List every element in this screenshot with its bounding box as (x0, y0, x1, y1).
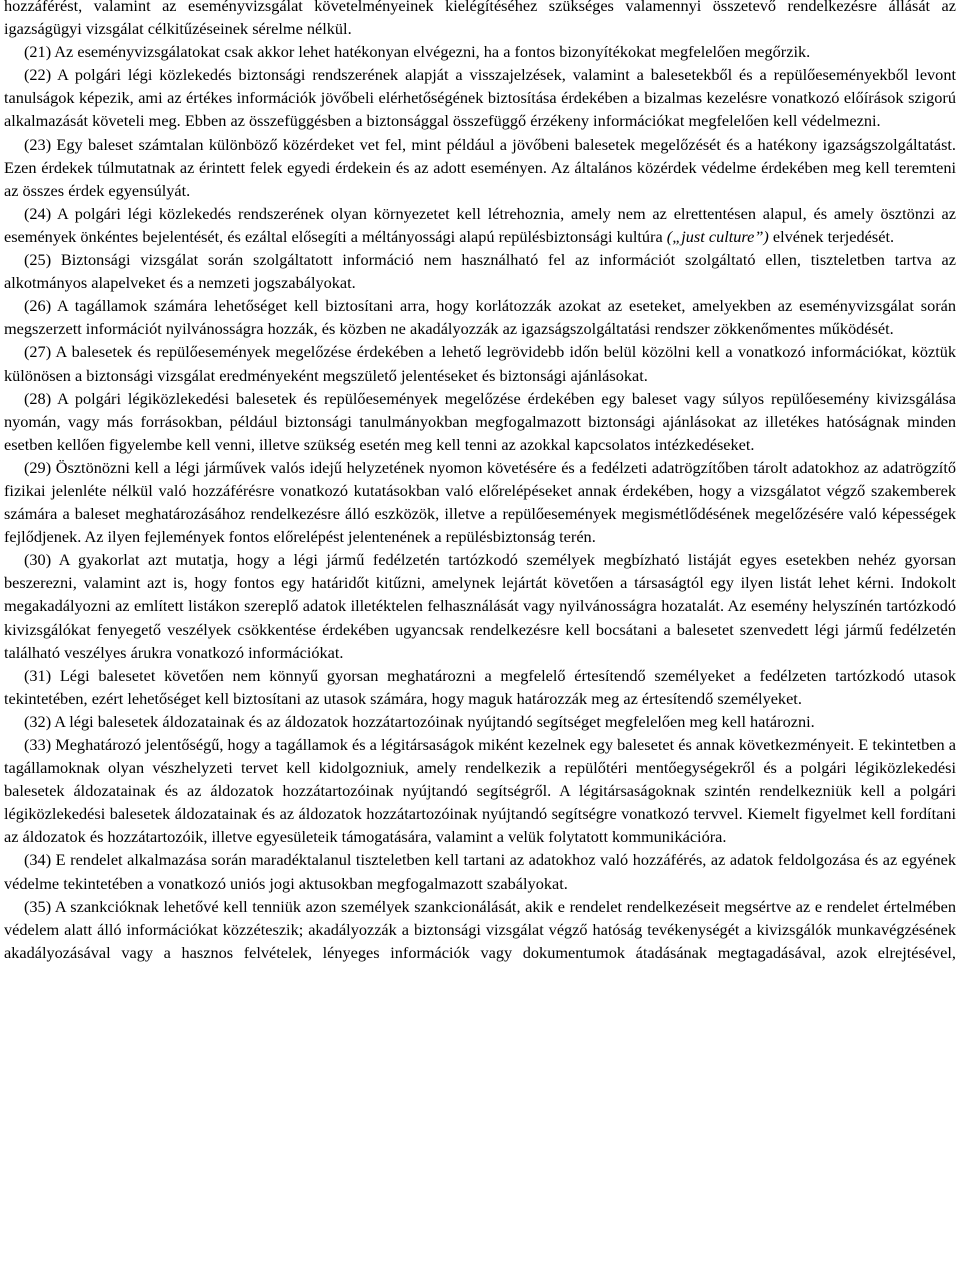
continued-paragraph: hozzáférést, valamint az eseményvizsgálat követelményeinek kielégítéséhez szükséges valamennyi összetevő rendelkezésre állását az igazságügyi vizsgálat célkitűzéseinek sérelme nélkül. (4, 0, 956, 39)
paragraph-25: (25) Biztonsági vizsgálat során szolgáltatott információ nem használható fel az információt szolgáltató ellen, tiszteletben tartva az alkotmányos alapelveket és a nemzeti jogszabályokat. (4, 250, 956, 293)
paragraph-24 (4, 202, 956, 248)
paragraph-21: (21) Az eseményvizsgálatokat csak akkor lehet hatékonyan elvégezni, ha a fontos bizonyítékokat megfelelően megőrzik. (24, 42, 811, 62)
paragraph-24-text-after: elvének terjedését. (768, 226, 895, 246)
paragraph-24-italic: („just culture”) (666, 226, 769, 246)
paragraph-31: (31) Légi balesetet követően nem könnyű gyorsan meghatározni a megfelelő értesítendő személyeket a fedélzeten tartózkodó utasok tekintetében, ezért lehetőséget kell biztosítani az utasok számára, hogy maguk határozzák meg az értesítendő személyeket. (4, 665, 956, 708)
paragraph-27: (27) A balesetek és repülőesemények megelőzése érdekében a lehető legrövidebb időn belül közölni kell a vonatkozó információkat, köztük különösen a biztonsági vizsgálat eredményeként megszülető jelentéseket és biztonsági ajánlásokat. (4, 342, 956, 385)
paragraph-24-text-before: (24) A polgári légi közlekedés rendszerének olyan környezetet kell létrehoznia, amely nem az elrettentésen alapul, és amely ösztönzi az események önkéntes bejelentését, és ezáltal elősegíti a méltányossági alapú repülésbiztonsági kultúra (4, 203, 956, 246)
paragraph-22: (22) A polgári légi közlekedés biztonsági rendszerének alapját a visszajelzések, valamint a balesetekből és a repülőeseményekből levont tanulságok képezik, ami az értékes információk jövőbeli elérhetőségének biztosítása érdekében a bizalmas kezelésre vonatkozó előírások szigorú alkalmazását követeli meg. Ebben az összefüggésben a biztonsággal összefüggő érzékeny információkat megfelelően kell védelmezni. (4, 65, 956, 131)
paragraph-34: (34) E rendelet alkalmazása során maradéktalanul tiszteletben kell tartani az adatokhoz való hozzáférés, az adatok feldolgozása és az egyének védelme tekintetében a vonatkozó uniós jogi aktusokban megfogalmazott szabályokat. (4, 850, 956, 893)
paragraph-28: (28) A polgári légiközlekedési balesetek és repülőesemények megelőzése érdekében egy baleset vagy súlyos repülőesemény kivizsgálása nyomán, vagy más forrásokban, például biztonsági tanulmányokban megfogalmazott biztonsági ajánlásokat az illetékes hatóságnak minden esetben kellően figyelembe kell venni, illetve szükség esetén meg kell tenni az azokkal kapcsolatos intézkedéseket. (4, 388, 956, 454)
paragraph-33: (33) Meghatározó jelentőségű, hogy a tagállamok és a légitársaságok miként kezelnek egy balesetet és annak következményeit. E tekintetben a tagállamoknak olyan vészhelyzeti tervet kell kidolgozniuk, amely rendelkezik a repülőtéri mentőegységekről és a polgári légiközlekedési balesetek áldozatainak és az áldozatok hozzátartozóinak nyújtandó segítségről. A légitársaságoknak szintén rendelkezniük kell a polgári légiközlekedési balesetek áldozatainak és az áldozatok hozzátartozóinak nyújtandó segítségre vonatkozó tervvel. Kiemelt figyelmet kell fordítani az áldozatok és hozzátartozóik, illetve egyesületeik támogatására, valamint a velük folytatott kommunikációra. (4, 735, 956, 847)
paragraph-23: (23) Egy baleset számtalan különböző közérdeket vet fel, mint például a jövőbeni balesetek megelőzését és a hatékony igazságszolgáltatást. Ezen érdekek túlmutatnak az érintett felek egyedi érdekein és az adott eseményen. Az általános közérdek védelme érdekében meg kell teremteni az összes érdek egyensúlyát. (4, 134, 956, 200)
document-page (4, 0, 956, 964)
paragraph-35: (35) A szankcióknak lehetővé kell tenniük azon személyek szankcionálását, akik e rendelet rendelkezéseit megsértve az e rendelet értelmében védelem alatt álló információkat közzéteszik; akadályozzák a biztonsági vizsgálat végző hatóság tevékenységét a kivizsgálók munkavégzésének akadályozásával vagy a hasznos felvételek, lényeges információk vagy dokumentumok átadásának megtagadásával, azok elrejtésével, (4, 896, 956, 962)
paragraph-32: (32) A légi balesetek áldozatainak és az áldozatok hozzátartozóinak nyújtandó segítséget megfelelően meg kell határozni. (24, 711, 815, 731)
paragraph-26: (26) A tagállamok számára lehetőséget kell biztosítani arra, hogy korlátozzák azokat az eseteket, amelyekben az eseményvizsgálat során megszerzett információt nyilvánosságra hozzák, és közben ne akadályozzák az igazságszolgáltatási rendszer zökkenőmentes működését. (4, 296, 956, 339)
paragraph-29: (29) Ösztönözni kell a légi járművek valós idejű helyzetének nyomon követésére és a fedélzeti adatrögzítőben tárolt adatokhoz az adatrögzítő fizikai jelenléte nélkül való hozzáférésre vonatkozó kutatásokban való előrelépéseket annak érdekében, hogy a vizsgálatot végző szakemberek számára a baleset meghatározásához rendelkezésre álló eszközök, illetve a repülőesemények megismétlődésének megelőzésére való képességek fejlődjenek. Az ilyen fejlemények fontos előrelépést jelentenének a repülésbiztonság terén. (4, 457, 956, 547)
paragraph-30: (30) A gyakorlat azt mutatja, hogy a légi jármű fedélzetén tartózkodó személyek megbízható listáját egyes esetekben nehéz gyorsan beszerezni, valamint azt is, hogy fontos egy határidőt kitűzni, amelynek lejártát követően a társaságtól egy ilyen listát lehet kérni. Indokolt megakadályozni az említett listákon szereplő adatok illetéktelen felhasználását vagy nyilvánosságra hozatalát. Az esemény helyszínén tartózkodó kivizsgálókat fenyegető veszélyek csökkentése érdekében ugyancsak rendelkezésre kell bocsátani a balesetet szenvedett légi jármű fedélzetén található veszélyes árukra vonatkozó információkat. (4, 550, 956, 662)
